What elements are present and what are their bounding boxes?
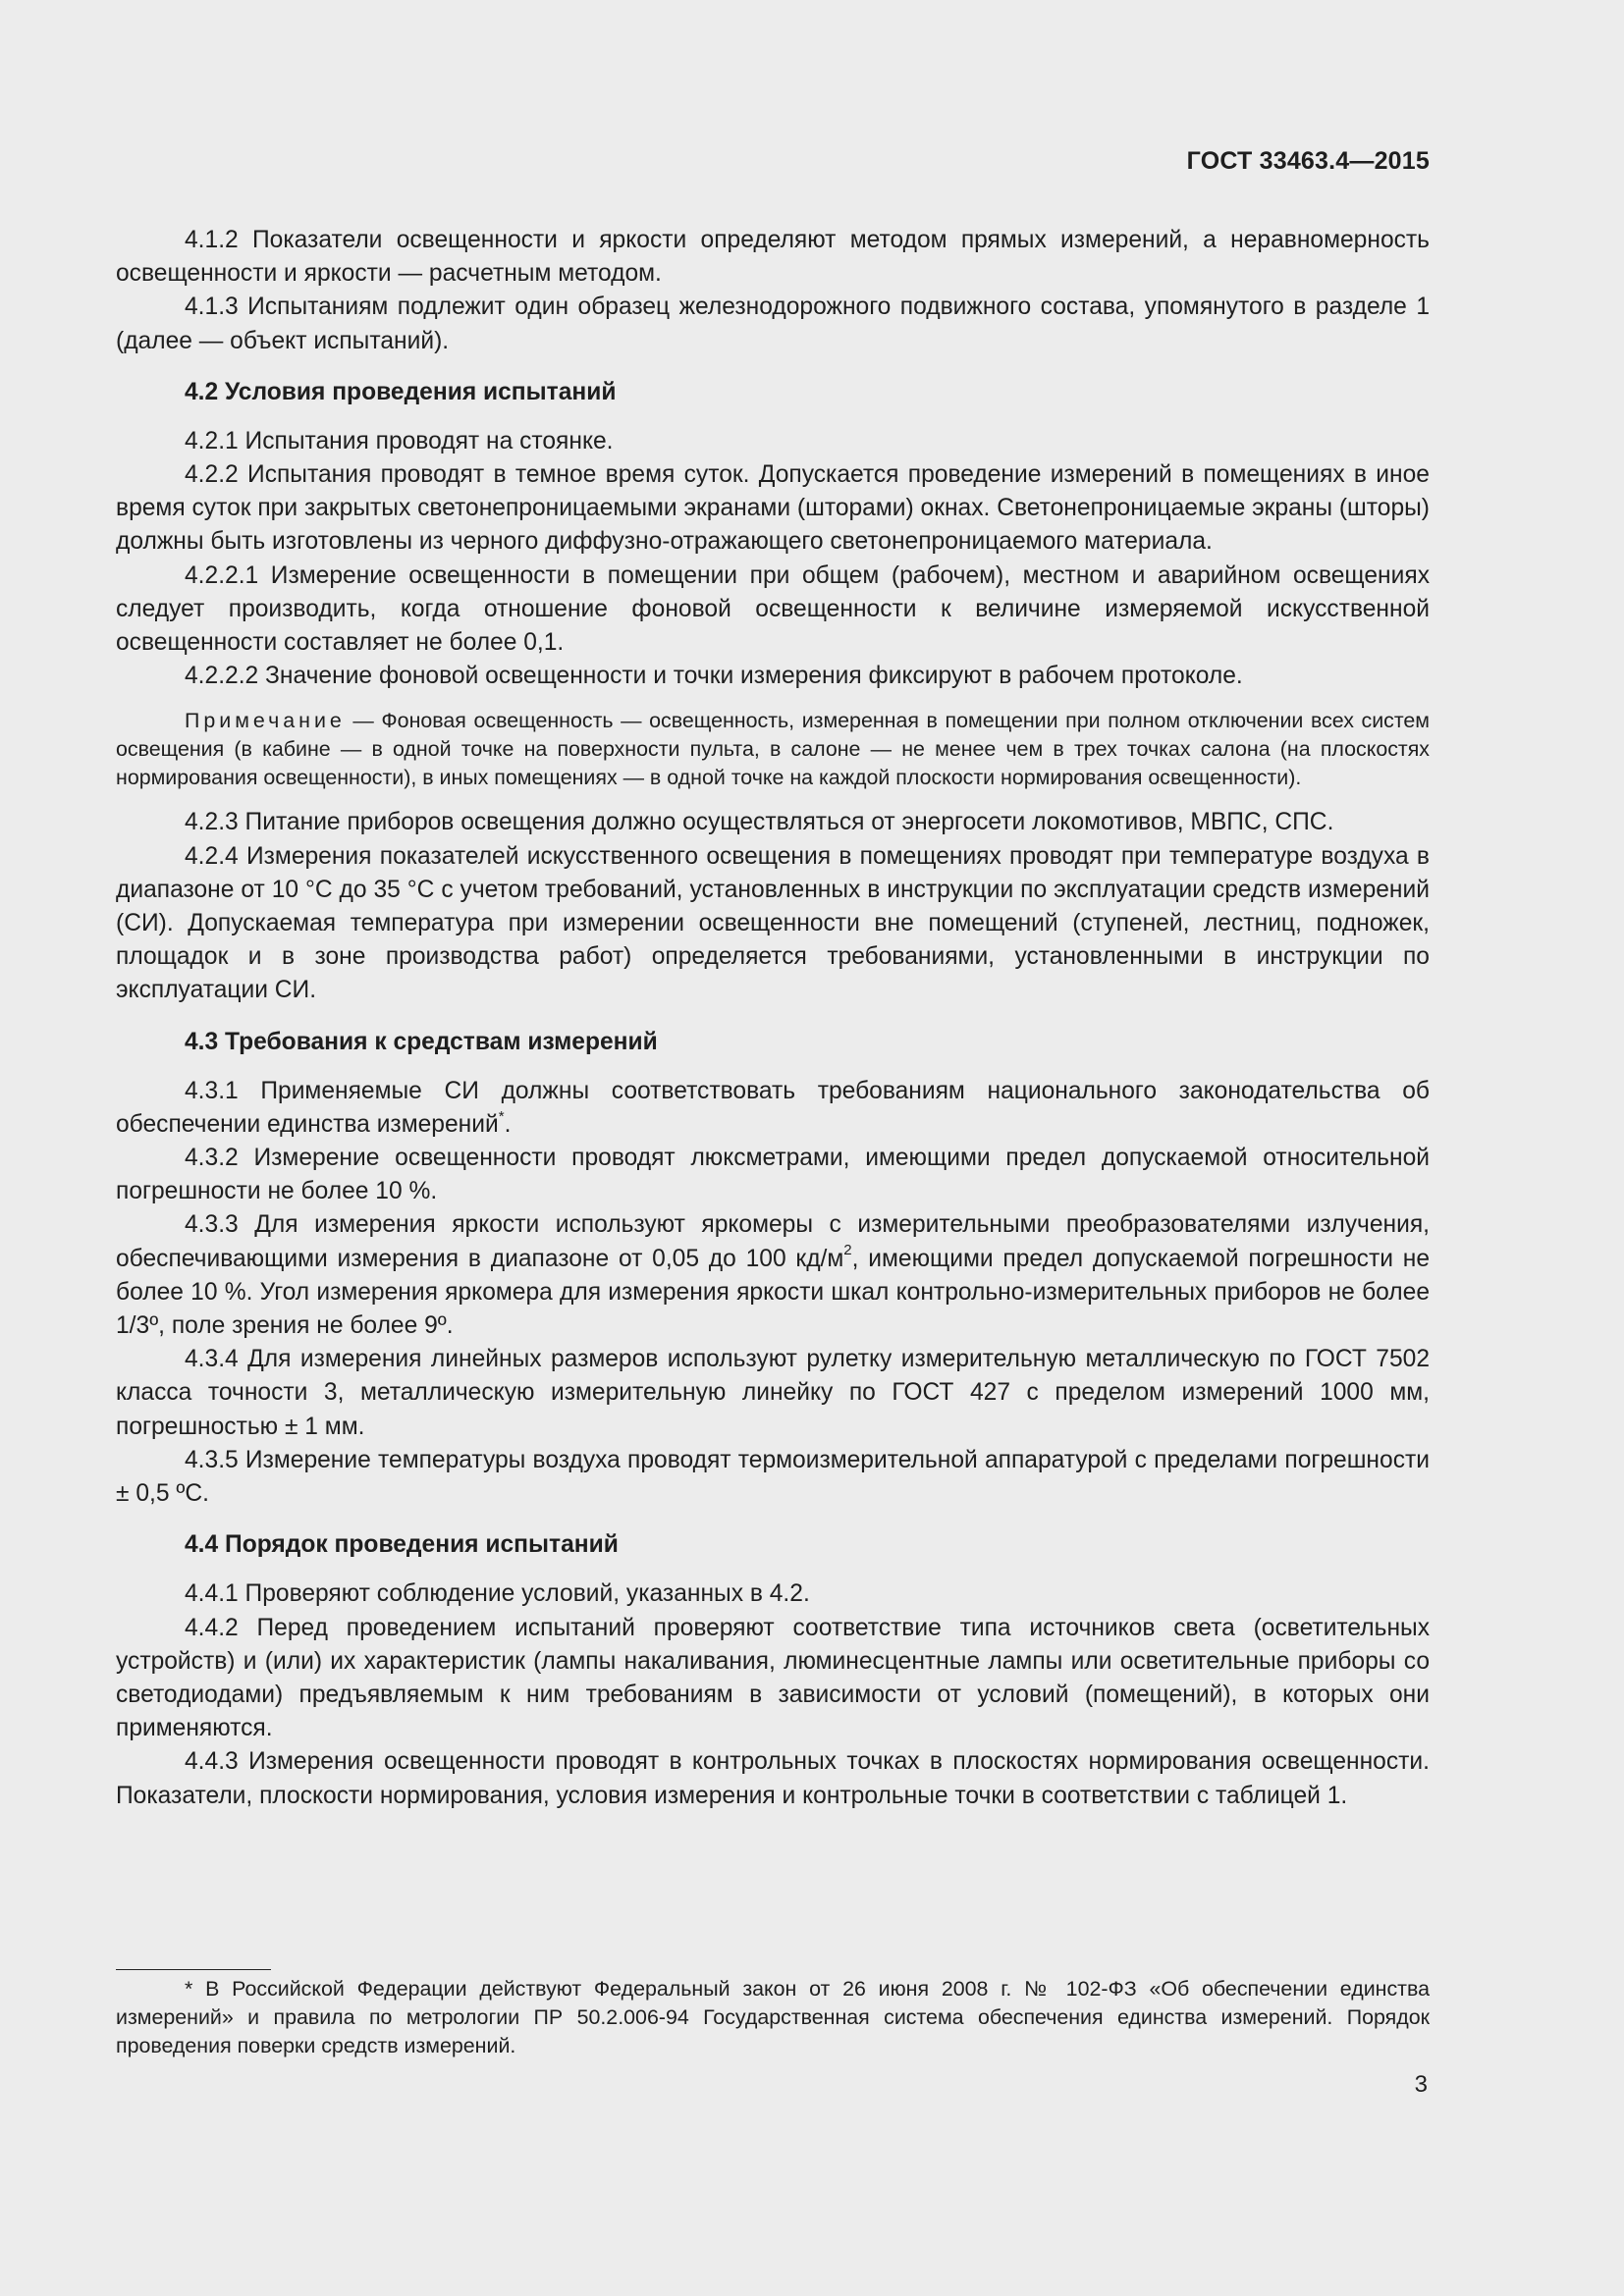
clause-4-3-2: 4.3.2 Измерение освещенности проводят люксметрами, имеющими предел допускаемой относительной погрешности не более 10 %. — [116, 1145, 1430, 1205]
document-body — [116, 224, 1430, 1813]
clause-4-2-1: 4.2.1 Испытания проводят на стоянке. — [185, 427, 614, 454]
clause-4-3-1 — [116, 1075, 1430, 1142]
section-heading-4-2: 4.2 Условия проведения испытаний — [185, 378, 617, 405]
clause-4-3-3-text-b: , имеющими предел допускаемой погрешности не более 10 %. Угол измерения яркомера для измерения яркости шкал контрольно-измерительных приборов не более 1/3º, поле зрения не более 9º. — [116, 1245, 1431, 1340]
clause-4-2-4: 4.2.4 Измерения показателей искусственного освещения в помещениях проводят при температуре воздуха в диапазоне от 10 °С до 35 °С с учетом требований, установленных в инструкции по эксплуатации средств измерений (СИ). Допускаемая температура при измерении освещенности вне помещений (ступеней, лестниц, подножек, площадок и в зоне производства работ) определяется требованиями, установленными в инструкции по эксплуатации СИ. — [116, 842, 1430, 1004]
clause-4-4-2: 4.4.2 Перед проведением испытаний проверяют соответствие типа источников света (осветительных устройств) и (или) их характеристик (лампы накаливания, люминесцентные лампы или осветительные приборы со светодиодами) предъявляемым к ним требованиям в зависимости от условий (помещений), в которых они применяются. — [116, 1614, 1430, 1742]
section-heading-4-4: 4.4 Порядок проведения испытаний — [185, 1531, 619, 1559]
clause-4-3-5: 4.3.5 Измерение температуры воздуха проводят термоизмерительной аппаратурой с пределами погрешности ± 0,5 ºС. — [116, 1446, 1430, 1508]
clause-4-4-3: 4.4.3 Измерения освещенности проводят в контрольных точках в плоскостях нормирования освещенности. Показатели, плоскости нормирования, условия измерения и контрольные точки в соответствии с таблицей 1. — [116, 1748, 1430, 1809]
note-text: — Фоновая освещенность — освещенность, измеренная в помещении при полном отключении всех систем освещения (в кабине — в одной точке на поверхности пульта, в салоне — не менее чем в трех точках салона (на плоскостях нормирования освещенности), в иных помещениях — в одной точке на каждой плоскости нормирования освещенности). — [116, 709, 1430, 790]
footnote-divider — [116, 1969, 271, 1970]
clause-4-1-2: 4.1.2 Показатели освещенности и яркости определяют методом прямых измерений, а неравномерность освещенности и яркости — расчетным методом. — [116, 227, 1430, 288]
clause-4-3-1-text: 4.3.1 Применяемые СИ должны соответствовать требованиям национального законодательства об обеспечении единства измерений — [116, 1077, 1430, 1138]
section-heading-4-3: 4.3 Требования к средствам измерений — [185, 1028, 658, 1055]
clause-4-2-2-2: 4.2.2.2 Значение фоновой освещенности и точки измерения фиксируют в рабочем протоколе. — [185, 663, 1243, 690]
exponent: 2 — [843, 1242, 852, 1259]
clause-4-3-1-end: . — [504, 1110, 512, 1138]
clause-4-2-2: 4.2.2 Испытания проводят в темное время суток. Допускается проведение измерений в помещениях в иное время суток при закрытых светонепроницаемыми экранами (шторами) окнах. Светонепроницаемые экраны (шторы) должны быть изготовлены из черного диффузно-отражающего светонепроницаемого материала. — [116, 461, 1430, 556]
clause-4-3-3 — [116, 1208, 1430, 1343]
footnote: * В Российской Федерации действуют Федеральный закон от 26 июня 2008 г. № 102-ФЗ «Об обеспечении единства измерений» и правила по метрологии ПР 50.2.006-94 Государственная система обеспечения единства измерений. Порядок проведения поверки средств измерений. — [116, 1977, 1430, 2057]
standard-designation: ГОСТ 33463.4—2015 — [1186, 147, 1430, 175]
clause-4-2-3: 4.2.3 Питание приборов освещения должно осуществляться от энергосети локомотивов, МВПС, СПС. — [185, 809, 1334, 836]
clause-4-2-2-1: 4.2.2.1 Измерение освещенности в помещении при общем (рабочем), местном и аварийном освещениях следует производить, когда отношение фоновой освещенности к величине измеряемой искусственной освещенности составляет не более 0,1. — [116, 561, 1430, 657]
footnote-marker: * — [498, 1107, 505, 1125]
page-number: 3 — [1414, 2071, 1428, 2098]
note — [116, 707, 1430, 792]
note-label: Примечание — [185, 709, 346, 733]
clause-4-3-3-text-a: 4.3.3 Для измерения яркости используют яркомеры с измерительными преобразователями излучения, обеспечивающими измерения в диапазоне от 0,05 до 100 кд/м — [116, 1211, 1430, 1272]
clause-4-4-1: 4.4.1 Проверяют соблюдение условий, указанных в 4.2. — [185, 1580, 810, 1608]
clause-4-1-3: 4.1.3 Испытаниям подлежит один образец железнодорожного подвижного состава, упомянутого в разделе 1 (далее — объект испытаний). — [116, 294, 1430, 354]
clause-4-3-4: 4.3.4 Для измерения линейных размеров используют рулетку измерительную металлическую по ГОСТ 7502 класса точности 3, металлическую измерительную линейку по ГОСТ 427 с пределом измерений 1000 мм, погрешностью ± 1 мм. — [116, 1346, 1430, 1440]
